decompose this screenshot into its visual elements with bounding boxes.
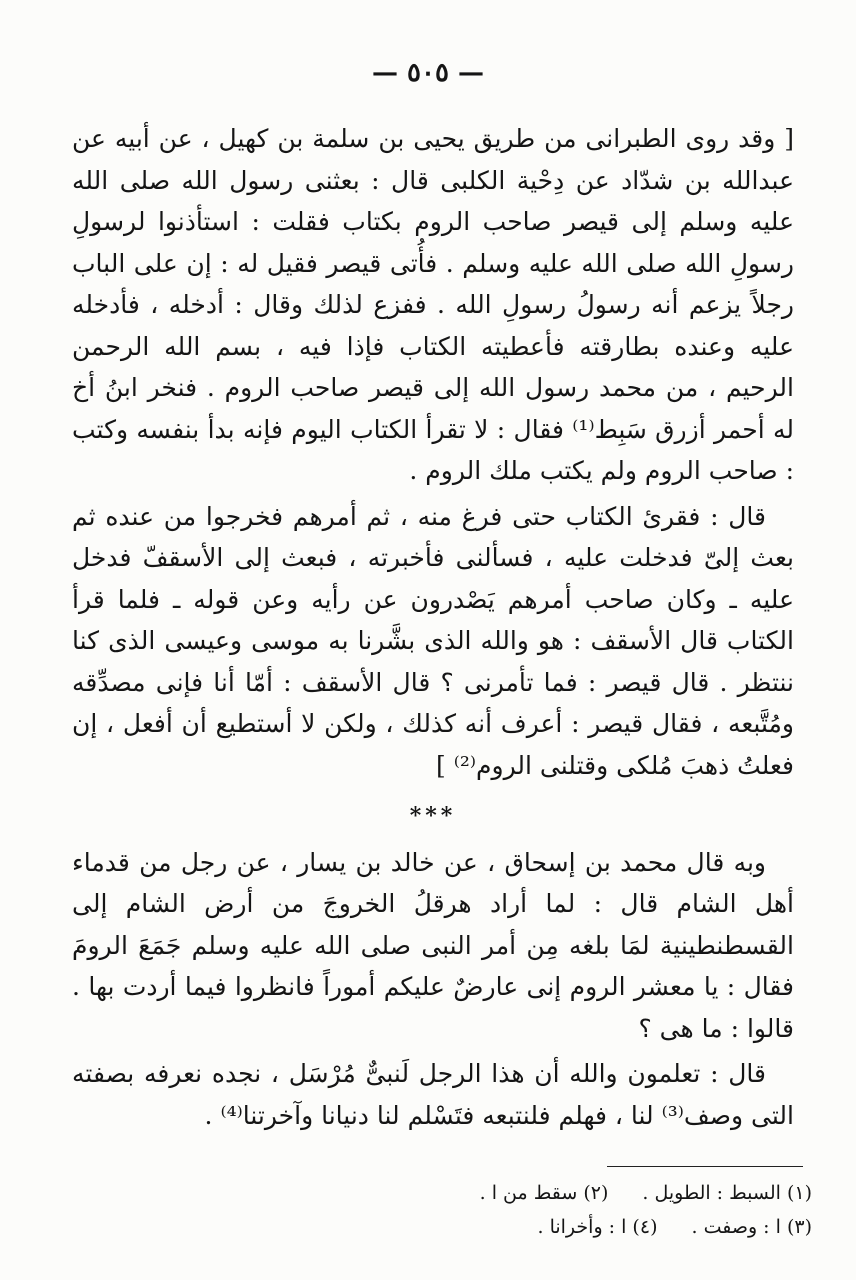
paragraph-2: قال : فقرئ الكتاب حتى فرغ منه ، ثم أمرهم فخرجوا من عنده ثم بعث إلىّ فدخلت عليه ، فسألنى فأخبرته ، فبعث إلى الأسقفّ فدخل عليه ـ وكان صاحب أمرهم يَصْدرون عن رأيه وعن قوله ـ فلما قرأ الكتاب قال الأسقف : هو والله الذى بشَّرنا به موسى وعيسى الذى كنا ننتظر . قال قيصر : فما تأمرنى ؟ قال الأسقف : أمّا أنا فإنى مصدِّقه ومُتَّبعه ، فقال قيصر : أعرف أنه كذلك ، ولكن لا أستطيع أن أفعل ، إن فعلتُ ذهبَ مُلكى وقتلنى الروم⁽²⁾ ]: [72, 501, 794, 780]
footnote-3: (٣) ا : وصفت .: [691, 1216, 812, 1238]
paragraph-3: وبه قال محمد بن إسحاق ، عن خالد بن يسار ، عن رجل من قدماء أهل الشام قال : لما أراد هرقلُ الخروجَ من أرض الشام إلى القسطنطينية لمَا بلغه مِن أمر النبى صلى الله عليه وسلم جَمَعَ الرومَ فقال : يا معشر الروم إنى عارضٌ عليكم أموراً فانظروا فيما أردت بها . قالوا : ما هى ؟: [72, 847, 794, 1043]
footnote-line-1: [112, 1176, 812, 1210]
footnote-1: (١) السبط : الطويل .: [642, 1182, 812, 1204]
footnote-divider: [607, 1166, 803, 1167]
paragraph-1: [ وقد روى الطبرانى من طريق يحيى بن سلمة بن كهيل ، عن أبيه عن عبدالله بن شدّاد عن دِحْية الكلبى قال : بعثنى رسول الله صلى الله عليه وسلم إلى قيصر صاحب الروم بكتاب فقلت : استأذنوا لرسولِ رسولِ الله صلى الله عليه وسلم . فأُتى قيصر فقيل له : إن على الباب رجلاً يزعم أنه رسولُ رسولِ الله . ففزع لذلك وقال : أدخله ، فأدخله عليه وعنده بطارقته فأعطيته الكتاب فإذا فيه ، بسم الله الرحمن الرحيم ، من محمد رسول الله إلى قيصر صاحب الروم . فنخر ابنُ أخ له أحمر أزرق سَبِط⁽¹⁾ فقال : لا تقرأ الكتاب اليوم فإنه بدأ بنفسه وكتب : صاحب الروم ولم يكتب ملك الروم .: [72, 124, 794, 485]
page-number: — ٥٠٥ —: [371, 58, 485, 88]
footnotes: [112, 1176, 812, 1244]
footnote-4: (٤) ا : وأخرانا .: [537, 1216, 658, 1238]
main-text: [72, 118, 794, 1136]
footnote-line-2: [112, 1210, 812, 1244]
section-separator: ***: [409, 803, 457, 829]
footnote-2: (٢) سقط من ا .: [479, 1182, 609, 1204]
paragraph-4: قال : تعلمون والله أن هذا الرجل لَنبىٌّ مُرْسَل ، نجده نعرفه بصفته التى وصف⁽³⁾ لنا ، فهلم فلنتبعه فتَسْلم لنا دنيانا وآخرتنا⁽⁴⁾ .: [72, 1059, 794, 1130]
